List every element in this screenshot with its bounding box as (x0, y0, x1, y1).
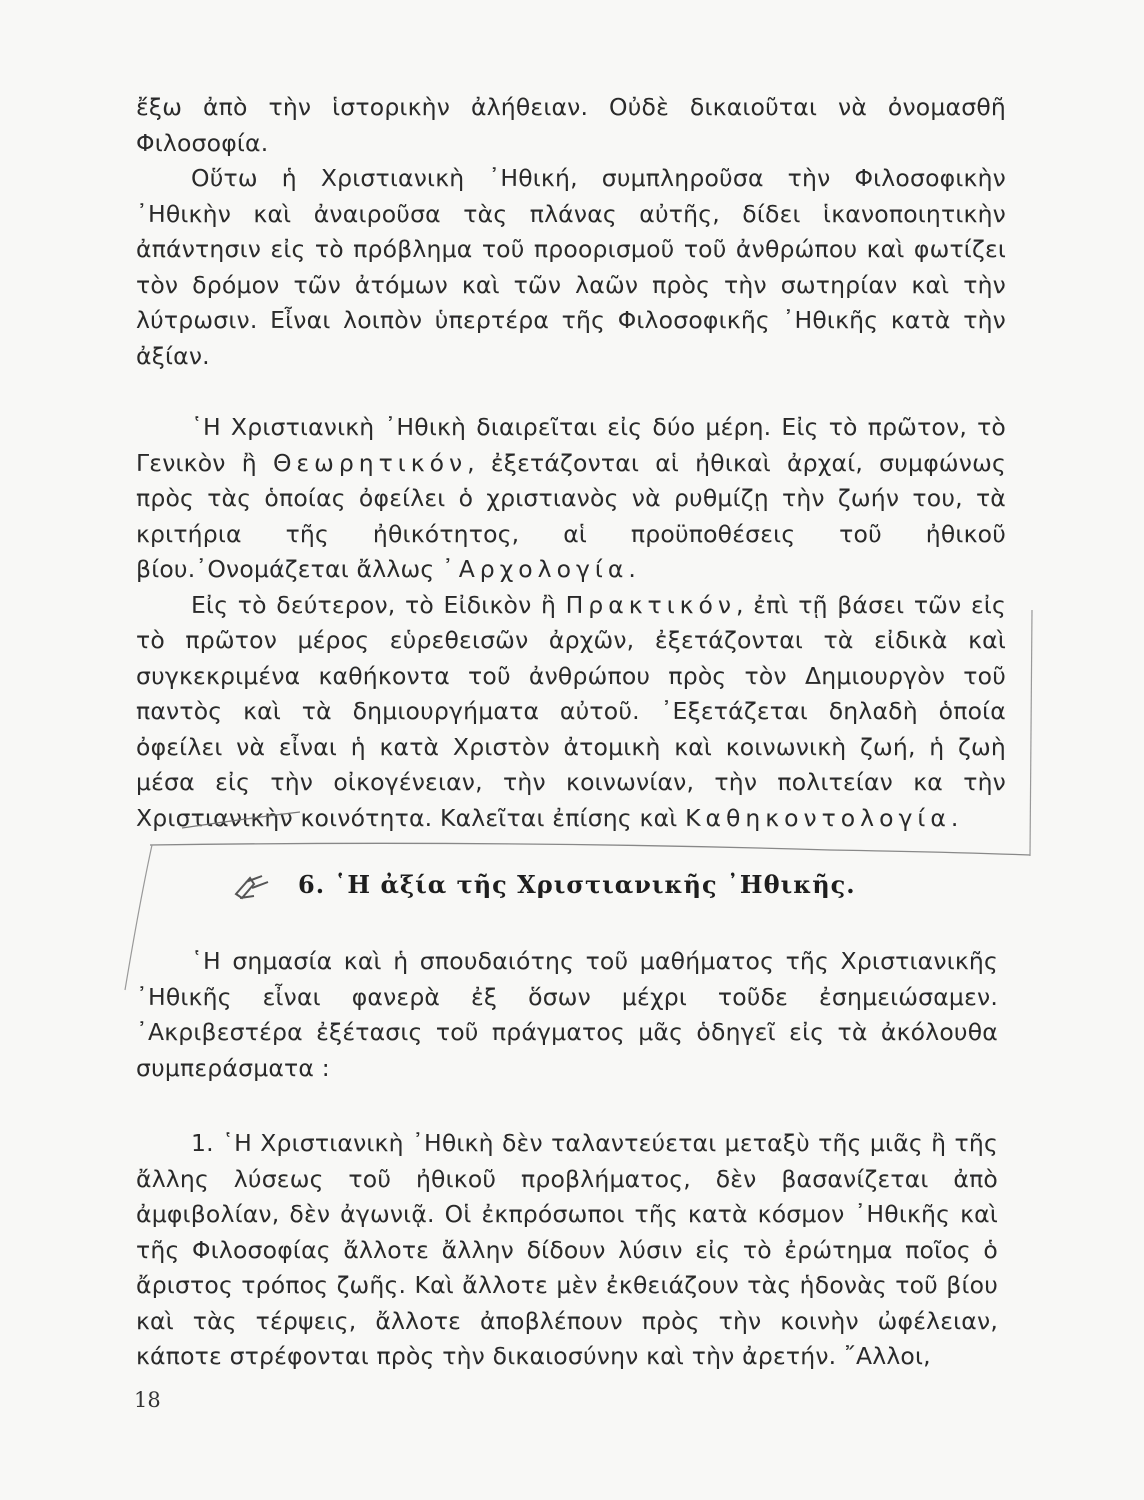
text-run: . (628, 555, 636, 583)
text-run: , ἐξετάζονται αἱ ἠθικαὶ ἀρχαί, συμφώνως πρὸς τὰς ὁποίας ὀφείλει ὁ χριστιανὸς νὰ ρυθμίζῃ τὴν ζωήν του, τὰ κριτήρια τῆς ἠθικότητος, αἱ προϋποθέσεις τοῦ ἠθικοῦ βίου.᾿Ονομάζεται ἄλλως (136, 448, 1006, 583)
text-run: , ἐπὶ τῇ βάσει τῶν εἰς τὸ πρῶτον μέρος εὑρεθεισῶν ἀρχῶν, ἐξετάζονται τὰ εἰδικὰ καὶ συγκεκριμένα καθήκοντα τοῦ ἀνθρώπου πρὸς τὸν Δημιουργὸν τοῦ παντὸς καὶ τὰ δημιουργήματα αὐτοῦ. ᾿Εξετάζεται δηλαδὴ ὁποία ὀφείλει νὰ εἶναι ἡ κατὰ Χριστὸν ἀτομικὴ καὶ κοινωνικὴ ζωή, ἡ ζωὴ μέσα εἰς τὴν οἰκογένειαν, τὴν κοινωνίαν, τὴν πολιτείαν κα τὴν Χριστιανικὴν κοινότητα. Καλεῖται ἐπίσης καὶ (136, 590, 1006, 832)
paragraph-divisions-general (136, 410, 1006, 588)
term-practical: Πρακτικόν (565, 590, 737, 619)
pencil-scribble-icon (232, 872, 272, 902)
section-heading-text: 6. ῾Η ἀξία τῆς Χριστιανικῆς ᾿Ηθικῆς. (298, 870, 856, 899)
paragraph-point-1: 1. ῾Η Χριστιανικὴ ᾿Ηθικὴ δὲν ταλαντεύεται μεταξὺ τῆς μιᾶς ἢ τῆς ἄλλης λύσεως τοῦ ἠθικοῦ προβλήματος, δὲν βασανίζεται ἀπὸ ἀμφιβολίαν, δὲν ἀγωνιᾷ. Οἱ ἐκπρόσωποι τῆς κατὰ κόσμον ᾿Ηθικῆς καὶ τῆς Φιλοσοφίας ἄλλοτε ἄλλην δίδουν λύσιν εἰς τὸ ἐρώτημα ποῖος ὁ ἄριστος τρόπος ζωῆς. Καὶ ἄλλοτε μὲν ἐκθειάζουν τὰς ἡδονὰς τοῦ βίου καὶ τὰς τέρψεις, ἄλλοτε ἀποβλέπουν πρὸς τὴν κοινὴν ὠφέλειαν, κάποτε στρέφονται πρὸς τὴν δικαιοσύνην καὶ τὴν ἀρετήν. ῎Αλλοι, (136, 1129, 998, 1370)
section-body (136, 944, 998, 1375)
term-duty-ethics: Καθηκοντολογία (685, 803, 951, 832)
paragraph-intro-continuation: ἔξω ἀπὸ τὴν ἱστορικὴν ἀλήθειαν. Οὐδὲ δικαιοῦται νὰ ὀνομασθῆ Φιλοσοφία. (136, 93, 1006, 157)
text-run: ῾Η Χριστιανικὴ ᾿Ηθικὴ διαιρεῖται εἰς δύο μέρη. Εἰς τὸ πρῶτον, τὸ Γενικὸν ἢ (136, 413, 1006, 477)
paragraph-conclusion: Οὕτω ἡ Χριστιανικὴ ᾿Ηθική, συμπληροῦσα τὴν Φιλοσοφικὴν ᾿Ηθικὴν καὶ ἀναιροῦσα τὰς πλάνας αὐτῆς, δίδει ἱκανοποιητικὴν ἀπάντησιν εἰς τὸ πρόβλημα τοῦ προορισμοῦ τοῦ ἀνθρώπου καὶ φωτίζει τὸν δρόμον τῶν ἀτόμων καὶ τῶν λαῶν πρὸς τὴν σωτηρίαν καὶ τὴν λύτρωσιν. Εἶναι λοιπὸν ὑπερτέρα τῆς Φιλοσοφικῆς ᾿Ηθικῆς κατὰ τὴν ἀξίαν. (136, 164, 1006, 370)
page-number: 18 (134, 1388, 161, 1412)
text-run: . (950, 803, 959, 832)
paragraph-importance: ῾Η σημασία καὶ ἡ σπουδαιότης τοῦ μαθήματος τῆς Χριστιανικῆς ᾿Ηθικῆς εἶναι φανερὰ ἐξ ὅσων μέχρι τοῦδε ἐσημειώσαμεν. ᾿Ακριβεστέρα ἐξέτασις τοῦ πράγματος μᾶς ὁδηγεῖ εἰς τὰ ἀκόλουθα συμπεράσματα : (136, 947, 998, 1082)
text-run: Εἰς τὸ δεύτερον, τὸ Εἰδικὸν ἢ (191, 590, 566, 619)
section-heading (232, 870, 992, 902)
term-archology: ᾿Αρχολογία (441, 555, 629, 583)
term-theoretical: Θεωρητικόν (272, 448, 468, 477)
main-text (136, 90, 1006, 836)
paragraph-divisions-practical (136, 588, 1006, 837)
